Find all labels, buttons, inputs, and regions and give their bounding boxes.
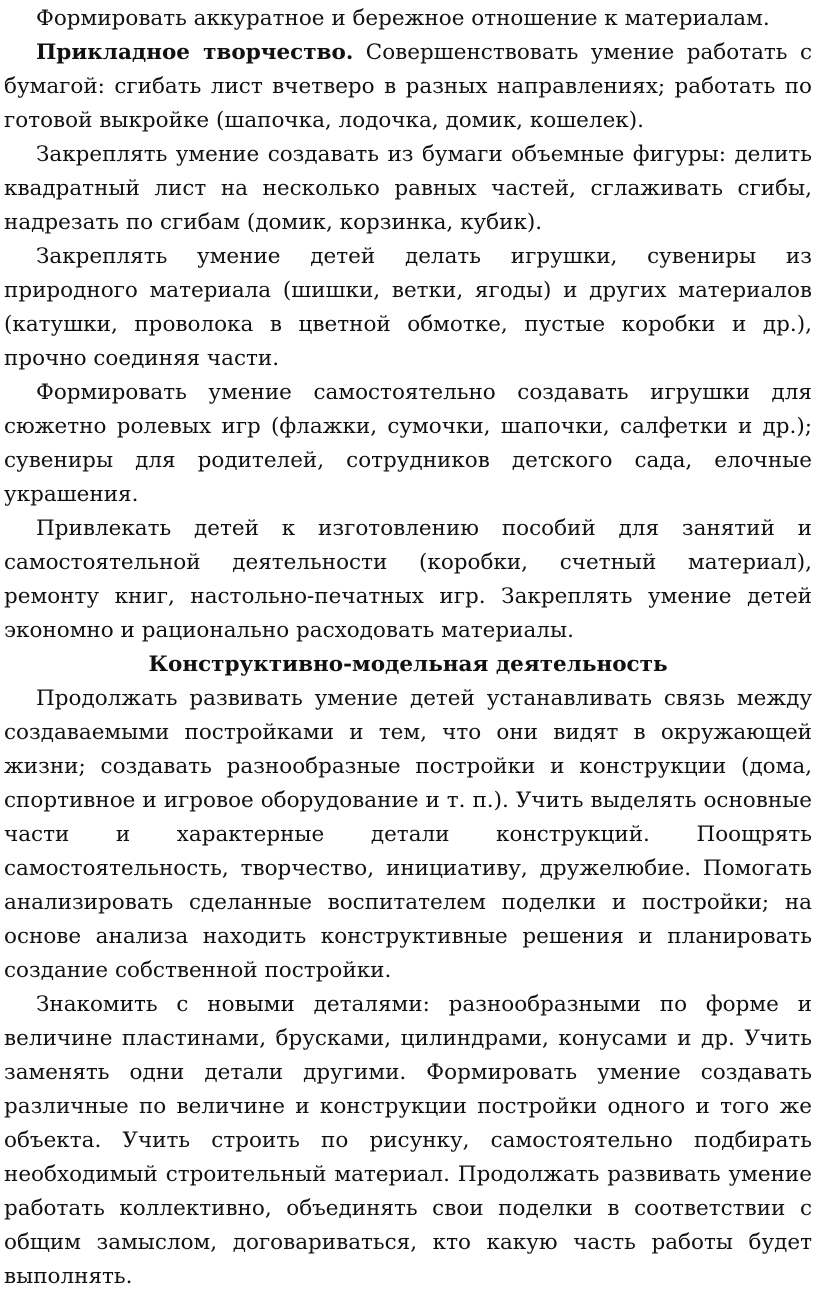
paragraph-natural-materials <box>4 240 812 376</box>
paragraph-text: Закреплять умение детей делать игрушки, сувениры из природного материала (шишки, ветки, ягоды) и других материалов (катушки, проволока в цветной обмотке, пустые коробки и др.), прочно соединяя части. <box>4 244 812 371</box>
paragraph-text: Закреплять умение создавать из бумаги объемные фигуры: делить квадратный лист на несколько равных частей, сглаживать сгибы, надрезать по сгибам (домик, корзинка, кубик). <box>4 142 812 235</box>
paragraph-text: Продолжать развивать умение детей устанавливать связь между создаваемыми постройками и тем, что они видят в окружающей жизни; создавать разнообразные постройки и конструкции (дома, спортивное и игровое оборудование и т. п.). Учить выделять основные части и характерные детали конструкций. Поощрять самостоятельность, творчество, инициативу, дружелюбие. Помогать анализировать сделанные воспитателем поделки и постройки; на основе анализа находить конструктивные решения и планировать создание собственной постройки. <box>4 686 812 983</box>
paragraph-materials-care <box>4 2 812 36</box>
section-heading: Конструктивно-модельная деятельность <box>148 652 668 677</box>
paragraph-bold-lead: Прикладное творчество. <box>36 40 354 65</box>
paragraph-applied-creativity <box>4 36 812 138</box>
paragraph-text: Совершенствовать умение работать с бумагой: сгибать лист вчетверо в разных направлениях; работать по готовой выкройке (шапочка, лодочка, домик, кошелек). <box>4 40 812 133</box>
paragraph-new-parts <box>4 988 812 1294</box>
paragraph-learning-aids <box>4 512 812 648</box>
paragraph-text: Формировать умение самостоятельно создавать игрушки для сюжетно ролевых игр (флажки, сумочки, шапочки, салфетки и др.); сувениры для родителей, сотрудников детского сада, елочные украшения. <box>4 380 812 507</box>
paragraph-construction-intro <box>4 682 812 988</box>
paragraph-text: Привлекать детей к изготовлению пособий для занятий и самостоятельной деятельности (коробки, счетный материал), ремонту книг, настольно-печатных игр. Закреплять умение детей экономно и рационально расходовать материалы. <box>4 516 812 643</box>
paragraph-text: Знакомить с новыми деталями: разнообразными по форме и величине пластинами, брусками, цилиндрами, конусами и др. Учить заменять одни детали другими. Формировать умение создавать различные по величине и конструкции постройки одного и того же объекта. Учить строить по рисунку, самостоятельно подбирать необходимый строительный материал. Продолжать развивать умение работать коллективно, объединять свои поделки в соответствии с общим замыслом, договариваться, кто какую часть работы будет выполнять. <box>4 992 812 1289</box>
paragraph-role-play-toys <box>4 376 812 512</box>
paragraph-paper-figures <box>4 138 812 240</box>
paragraph-text: Формировать аккуратное и бережное отношение к материалам. <box>36 6 770 31</box>
